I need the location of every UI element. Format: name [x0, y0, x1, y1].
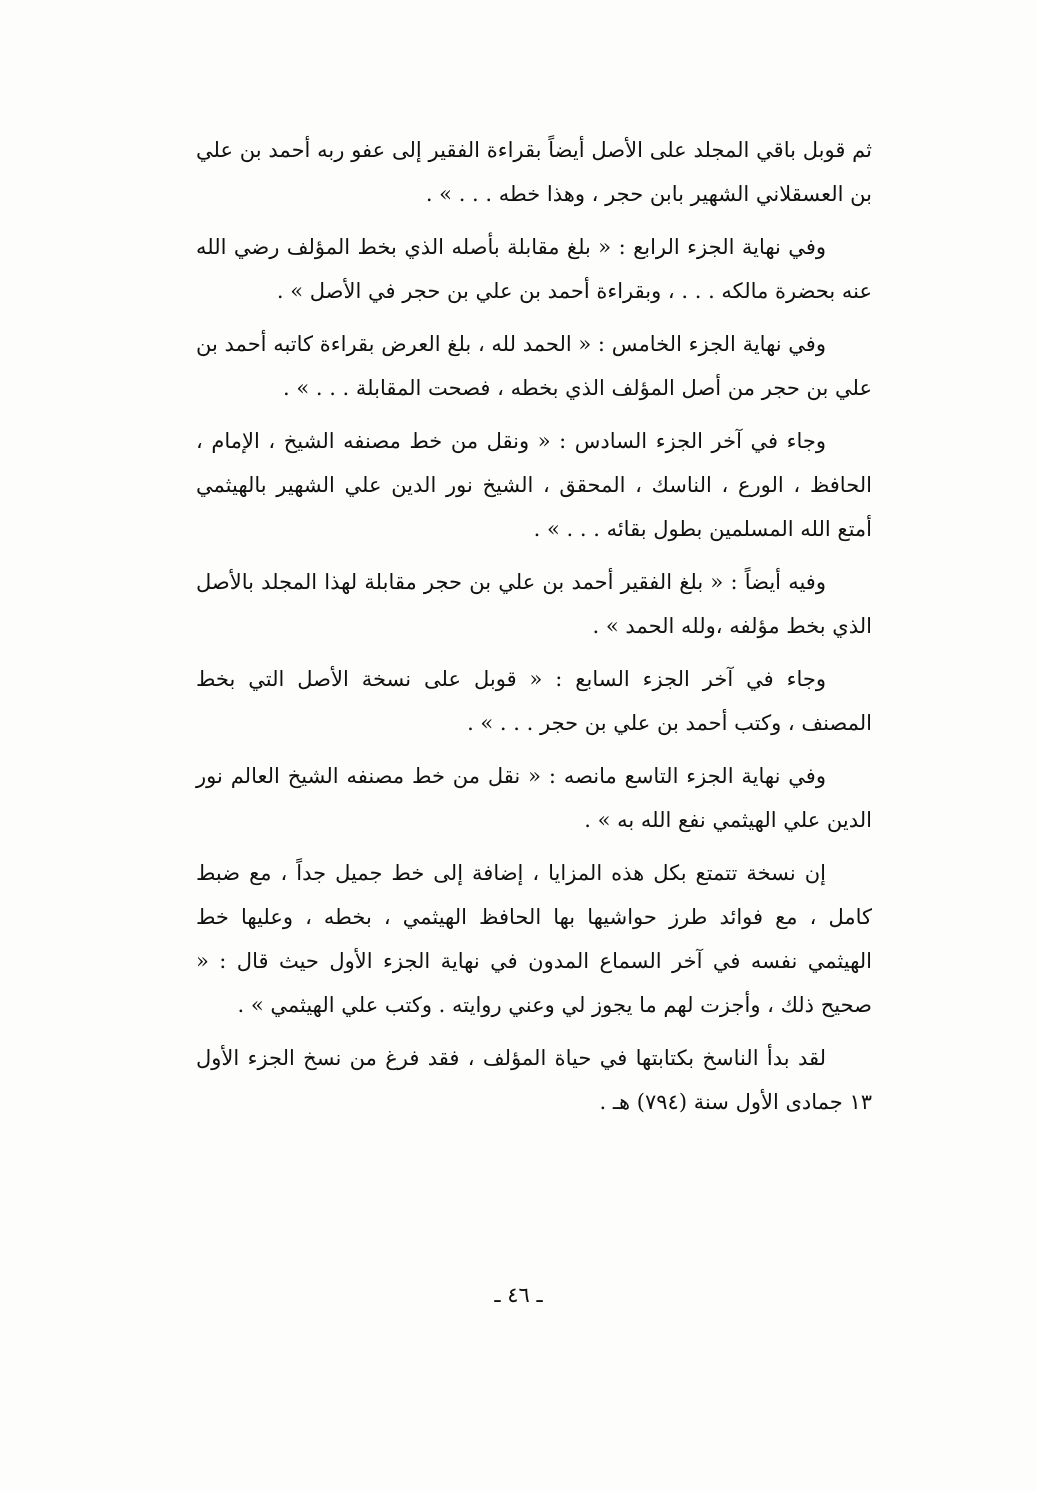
body-text	[196, 128, 872, 1124]
paragraph-part-six-also: وفيه أيضاً : « بلغ الفقير أحمد بن علي بن حجر مقابلة لهذا المجلد بالأصل الذي بخط مؤلفه ،ولله الحمد » .	[196, 570, 872, 638]
paragraph-part-four: وفي نهاية الجزء الرابع : « بلغ مقابلة بأصله الذي بخط المؤلف رضي الله عنه بحضرة مالكه . . . ، وبقراءة أحمد بن علي بن حجر في الأصل » .	[196, 235, 872, 303]
paragraph-manuscript-merits: إن نسخة تتمتع بكل هذه المزايا ، إضافة إلى خط جميل جداً ، مع ضبط كامل ، مع فوائد طرز حواشيها بها الحافظ الهيثمي ، بخطه ، وعليها خط الهيثمي نفسه في آخر السماع المدون في نهاية الجزء الأول حيث قال : « صحيح ذلك ، وأجزت لهم ما يجوز لي وعني روايته . وكتب علي الهيثمي » .	[196, 861, 872, 1017]
paragraph-colophon-continuation: ثم قوبل باقي المجلد على الأصل أيضاً بقراءة الفقير إلى عفو ربه أحمد بن علي بن العسقلاني الشهير بابن حجر ، وهذا خطه . . . » .	[196, 138, 872, 206]
paragraph-part-nine: وفي نهاية الجزء التاسع مانصه : « نقل من خط مصنفه الشيخ العالم نور الدين علي الهيثمي نفع الله به » .	[196, 764, 872, 832]
paragraph-part-seven: وجاء في آخر الجزء السابع : « قوبل على نسخة الأصل التي بخط المصنف ، وكتب أحمد بن علي بن حجر . . . » .	[196, 667, 872, 735]
paragraph-copy-date: لقد بدأ الناسخ بكتابتها في حياة المؤلف ، فقد فرغ من نسخ الجزء الأول ١٣ جمادى الأول سنة (٧٩٤) هـ .	[196, 1046, 872, 1114]
paragraph-part-six: وجاء في آخر الجزء السادس : « ونقل من خط مصنفه الشيخ ، الإمام ، الحافظ ، الورع ، الناسك ، المحقق ، الشيخ نور الدين علي الشهير بالهيثمي أمتع الله المسلمين بطول بقائه . . . » .	[196, 429, 872, 541]
page-number: ـ ٤٦ ـ	[494, 1283, 543, 1307]
paragraph-part-five: وفي نهاية الجزء الخامس : « الحمد لله ، بلغ العرض بقراءة كاتبه أحمد بن علي بن حجر من أصل المؤلف الذي بخطه ، فصحت المقابلة . . . » .	[196, 332, 872, 400]
